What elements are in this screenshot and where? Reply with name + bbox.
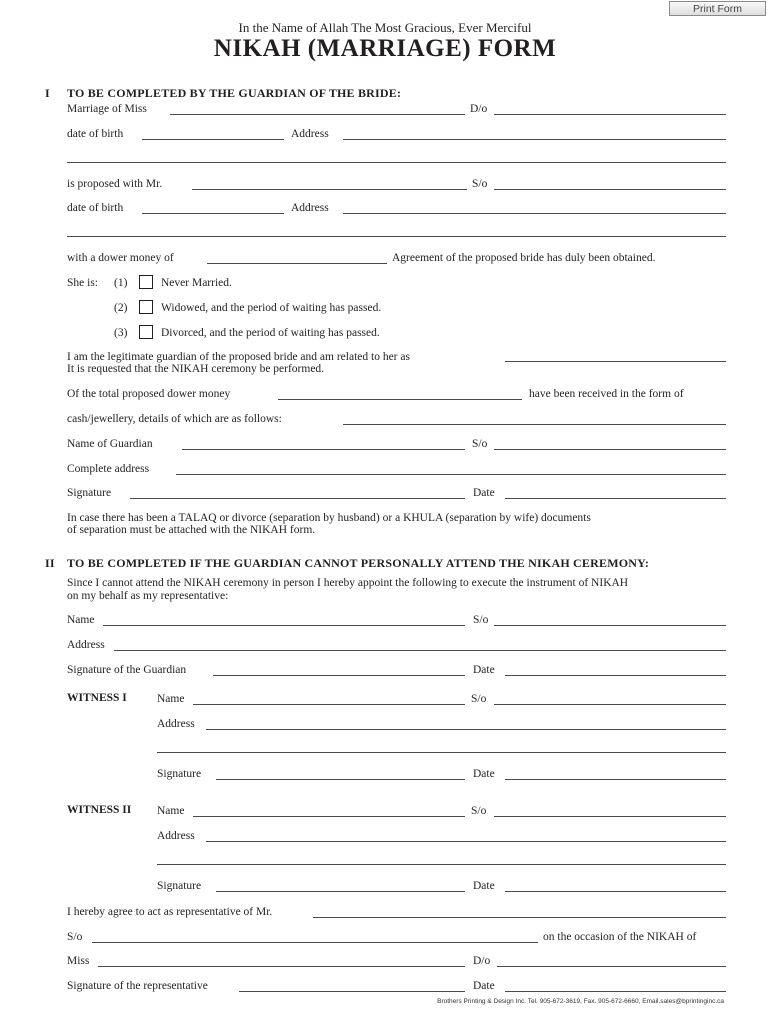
final-so-label: S/o xyxy=(67,931,83,943)
page-title: NIKAH (MARRIAGE) FORM xyxy=(213,35,557,62)
she-is-label: She is: xyxy=(67,277,98,289)
sig-guardian-field[interactable] xyxy=(213,675,465,676)
section-1-title: TO BE COMPLETED BY THE GUARDIAN OF THE BRIDE: xyxy=(67,86,402,100)
dower-received-field[interactable] xyxy=(278,399,522,400)
sig-rep-date-field[interactable] xyxy=(505,991,726,992)
sig-guardian-date-field[interactable] xyxy=(505,675,726,676)
final-miss-label: Miss xyxy=(67,955,90,967)
witness-2-label: WITNESS II xyxy=(67,804,132,816)
witness-1-address-label: Address xyxy=(157,718,195,730)
bride-address-field-2[interactable] xyxy=(67,162,726,163)
cash-jewellery-label: cash/jewellery, details of which are as follows: xyxy=(67,413,282,425)
witness-2-address-label: Address xyxy=(157,830,195,842)
witness-1-name-label: Name xyxy=(157,693,185,705)
rep-so-label: S/o xyxy=(473,614,489,626)
divorced-label: Divorced, and the period of waiting has passed. xyxy=(161,327,380,339)
witness-2-address-field-2[interactable] xyxy=(157,864,726,865)
bride-dob-label: date of birth xyxy=(67,128,124,140)
witness-2-signature-label: Signature xyxy=(157,880,202,892)
guardian-name-label: Name of Guardian xyxy=(67,438,153,450)
rep-name-label: Name xyxy=(67,614,95,626)
print-form-button[interactable]: Print Form xyxy=(669,1,766,16)
witness-2-date-label: Date xyxy=(473,880,495,892)
witness-1-so-label: S/o xyxy=(471,693,487,705)
final-miss-field[interactable] xyxy=(98,966,465,967)
witness-1-signature-label: Signature xyxy=(157,768,202,780)
guardian-signature-field[interactable] xyxy=(130,498,465,499)
agree-representative-label: I hereby agree to act as representative of Mr. xyxy=(67,906,273,918)
talaq-note-line-2: of separation must be attached with the NIKAH form. xyxy=(67,524,316,536)
option-1-number: (1) xyxy=(114,277,128,289)
occasion-label: on the occasion of the NIKAH of xyxy=(543,931,697,943)
witness-2-father-field[interactable] xyxy=(494,816,726,817)
bride-dob-field[interactable] xyxy=(142,139,284,140)
groom-address-field-2[interactable] xyxy=(67,236,726,237)
groom-name-field[interactable] xyxy=(192,189,467,190)
bride-do-label: D/o xyxy=(470,103,488,115)
cash-details-field[interactable] xyxy=(343,424,726,425)
guardian-so-label: S/o xyxy=(472,438,488,450)
agreement-text: Agreement of the proposed bride has duly been obtained. xyxy=(392,252,656,264)
final-do-label: D/o xyxy=(473,955,491,967)
witness-2-signature-field[interactable] xyxy=(216,891,465,892)
complete-address-label: Complete address xyxy=(67,463,150,475)
section-2-title: TO BE COMPLETED IF THE GUARDIAN CANNOT PERSONALLY ATTEND THE NIKAH CEREMONY: xyxy=(67,556,650,570)
bride-address-field[interactable] xyxy=(343,139,726,140)
witness-2-date-field[interactable] xyxy=(505,891,726,892)
witness-2-address-field[interactable] xyxy=(206,841,726,842)
rep-address-label: Address xyxy=(67,639,105,651)
request-text: It is requested that the NIKAH ceremony be performed. xyxy=(67,363,325,375)
bismillah-line: In the Name of Allah The Most Gracious, Ever Merciful xyxy=(238,20,532,35)
witness-1-label: WITNESS I xyxy=(67,692,127,704)
groom-dob-field[interactable] xyxy=(142,213,284,214)
groom-address-field[interactable] xyxy=(343,213,726,214)
widowed-label: Widowed, and the period of waiting has passed. xyxy=(161,302,382,314)
witness-1-date-label: Date xyxy=(473,768,495,780)
proposed-with-label: is proposed with Mr. xyxy=(67,178,163,190)
witness-1-father-field[interactable] xyxy=(494,704,726,705)
printer-footer: Brothers Printing & Design Inc. Tel. 905-672-3619, Fax. 905-672-6660, Email.sales@bprintinginc.ca xyxy=(437,998,724,1005)
witness-1-name-field[interactable] xyxy=(193,704,465,705)
dower-amount-field[interactable] xyxy=(207,263,387,264)
never-married-checkbox[interactable] xyxy=(139,275,153,289)
witness-2-so-label: S/o xyxy=(471,805,487,817)
witness-1-signature-field[interactable] xyxy=(216,779,465,780)
guardian-father-field[interactable] xyxy=(494,449,726,450)
total-dower-label: Of the total proposed dower money xyxy=(67,388,231,400)
bride-address-label: Address xyxy=(291,128,329,140)
bride-father-field[interactable] xyxy=(494,114,726,115)
sig-guardian-label: Signature of the Guardian xyxy=(67,664,187,676)
marriage-of-miss-label: Marriage of Miss xyxy=(67,103,147,115)
witness-1-date-field[interactable] xyxy=(505,779,726,780)
legitimate-guardian-text: I am the legitimate guardian of the proposed bride and am related to her as xyxy=(67,351,410,363)
groom-dob-label: date of birth xyxy=(67,202,124,214)
groom-address-label: Address xyxy=(291,202,329,214)
guardian-signature-label: Signature xyxy=(67,487,112,499)
rep-name-field[interactable] xyxy=(103,625,465,626)
never-married-label: Never Married. xyxy=(161,277,232,289)
groom-father-field[interactable] xyxy=(494,189,726,190)
sig-rep-label: Signature of the representative xyxy=(67,980,208,992)
agree-mr-field[interactable] xyxy=(313,917,726,918)
guardian-name-field[interactable] xyxy=(182,449,465,450)
option-2-number: (2) xyxy=(114,302,128,314)
guardian-date-field[interactable] xyxy=(505,498,726,499)
appoint-text-line-2: on my behalf as my representative: xyxy=(67,590,229,602)
dower-label: with a dower money of xyxy=(67,252,174,264)
witness-2-name-label: Name xyxy=(157,805,185,817)
relationship-field[interactable] xyxy=(505,361,726,362)
final-do-field[interactable] xyxy=(497,966,726,967)
widowed-checkbox[interactable] xyxy=(139,300,153,314)
section-1-number: I xyxy=(45,86,50,100)
witness-1-address-field-2[interactable] xyxy=(157,752,726,753)
rep-father-field[interactable] xyxy=(494,625,726,626)
appoint-text-line-1: Since I cannot attend the NIKAH ceremony in person I hereby appoint the following to execute the instrument of NIKAH xyxy=(67,577,629,589)
sig-rep-field[interactable] xyxy=(239,991,465,992)
witness-2-name-field[interactable] xyxy=(193,816,465,817)
guardian-address-field[interactable] xyxy=(176,474,726,475)
final-so-field[interactable] xyxy=(92,942,538,943)
option-3-number: (3) xyxy=(114,327,128,339)
received-form-label: have been received in the form of xyxy=(529,388,684,400)
sig-rep-date-label: Date xyxy=(473,980,495,992)
sig-guardian-date-label: Date xyxy=(473,664,495,676)
bride-name-field[interactable] xyxy=(170,114,465,115)
groom-so-label: S/o xyxy=(472,178,488,190)
divorced-checkbox[interactable] xyxy=(139,325,153,339)
section-2-number: II xyxy=(45,556,55,570)
talaq-note-line-1: In case there has been a TALAQ or divorce (separation by husband) or a KHULA (separation by wife) documents xyxy=(67,512,591,524)
witness-1-address-field[interactable] xyxy=(206,729,726,730)
guardian-date-label: Date xyxy=(473,487,495,499)
rep-address-field[interactable] xyxy=(114,650,726,651)
